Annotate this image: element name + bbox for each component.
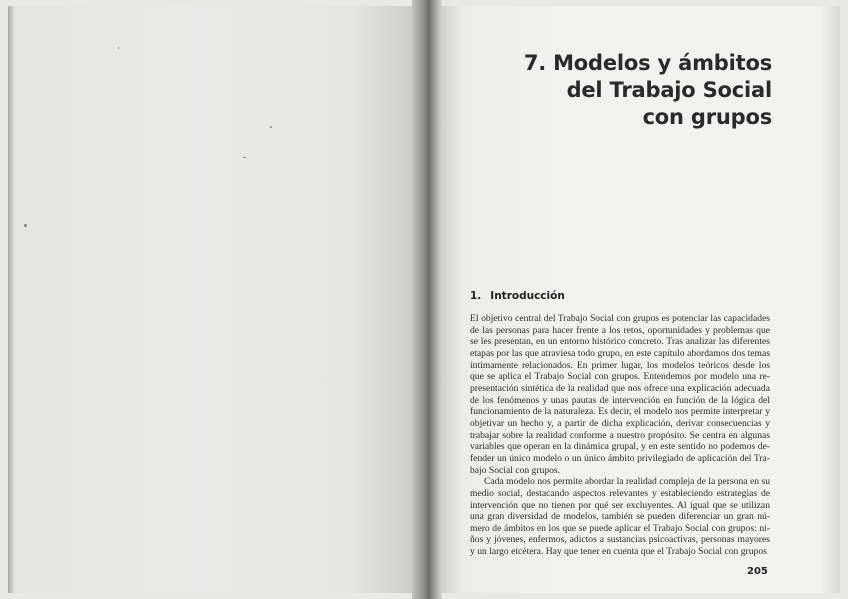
scan-speck [270,126,272,128]
chapter-title-line-3: con grupos [642,105,772,129]
scan-speck [243,157,246,158]
book-gutter-shadow [412,0,442,599]
section-heading [470,290,565,302]
scan-speck [24,224,27,227]
paragraph-1: El objetivo central del Trabajo Social con grupos es potenciar las capacidades de las personas para hacer frente a los retos, oportunidades y problemas que se les presentan, en un entorno histórico concreto. Tras analizar las diferentes etapas por las que atraviesa todo grupo, en este capítulo abordamos dos temas íntimamente relacionados. En primer lugar, los modelos teóricos desde los que se aplica el Trabajo Social con grupos. Entendemos por modelo una representación sintética de la realidad que nos ofrece una explicación adecuada de los fenómenos y unas pautas de intervención en función de la lógica del funcionamiento de la naturaleza. Es decir, el modelo nos permite interpretar y objetivar un hecho y, a partir de dicha explicación, derivar consecuencias y trabajar sobre la realidad conforme a nuestro propósito. Se centra en algunas variables que operan en la dinámica grupal, y en este sentido no podemos defender un único modelo o un único ámbito privilegiado de aplicación del Trabajo Social con grupos. [470,313,770,476]
left-page-blank [8,6,434,593]
scan-speck [118,47,119,49]
section-number: 1. [470,290,482,302]
chapter-title [452,50,772,131]
page-number: 205 [747,566,768,577]
chapter-title-line-2: del Trabajo Social [566,78,772,102]
left-page-edge-shadow [8,6,14,593]
body-text [470,313,770,558]
chapter-title-line-1: 7. Modelos y ámbitos [523,51,772,75]
section-title: Introducción [490,290,565,302]
paragraph-2: Cada modelo nos permite abordar la realidad compleja de la persona en su medio social, destacando aspectos relevantes y estableciendo estrategias de intervención que no tienen por qué ser excluyentes. Al igual que se utilizan una gran diversidad de modelos, también se pueden diferenciar un gran número de ámbitos en los que se puede aplicar el Trabajo Social con grupos: niños y jóvenes, enfermos, adictos a sustancias psicoactivas, personas mayores y un largo etcétera. Hay que tener en cuenta que el Trabajo Social con grupos [470,476,770,558]
